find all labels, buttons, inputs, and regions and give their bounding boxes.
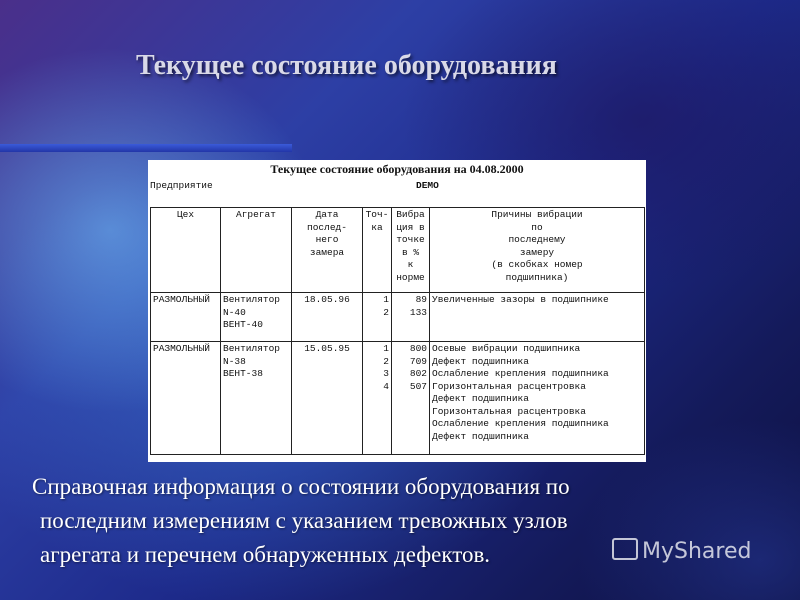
watermark-text: MyShared — [642, 539, 752, 564]
decorative-bar — [0, 144, 292, 152]
header-point: Точ- ка — [363, 208, 392, 293]
cell-dept: РАЗМОЛЬНЫЙ — [151, 293, 221, 342]
report-title: Текущее состояние оборудования на 04.08.2000 — [270, 162, 524, 176]
cell-points: 1 2 3 4 — [363, 342, 392, 455]
org-value: DEMO — [416, 180, 439, 191]
caption-line-2: последним измерениям с указанием тревожных узлов — [40, 508, 568, 533]
cell-dept: РАЗМОЛЬНЫЙ — [151, 342, 221, 455]
cell-date: 15.05.95 — [292, 342, 363, 455]
cell-date: 18.05.96 — [292, 293, 363, 342]
cell-causes: Увеличенные зазоры в подшипнике — [430, 293, 645, 342]
cell-vibration: 89 133 — [392, 293, 430, 342]
header-causes: Причины вибрации по последнему замеру (в скобках номер подшипника) — [430, 208, 645, 293]
table-row — [151, 293, 645, 342]
cell-unit: Вентилятор N-40 ВЕНТ-40 — [221, 293, 292, 342]
header-unit: Агрегат — [221, 208, 292, 293]
cell-unit: Вентилятор N-38 ВЕНТ-38 — [221, 342, 292, 455]
cell-vibration: 800 709 802 507 — [392, 342, 430, 455]
table-row — [151, 342, 645, 455]
header-vibration: Вибра ция в точке в % к норме — [392, 208, 430, 293]
myshared-logo-icon — [612, 538, 638, 560]
watermark — [612, 538, 751, 564]
caption-line-3: агрегата и перечнем обнаруженных дефектов. — [40, 542, 491, 567]
slide-title: Текущее состояние оборудования — [136, 50, 557, 81]
equipment-table — [150, 207, 645, 455]
table-header-row — [151, 208, 645, 293]
header-dept: Цех — [151, 208, 221, 293]
cell-points: 1 2 — [363, 293, 392, 342]
header-date: Дата послед- него замера — [292, 208, 363, 293]
caption-line-1: Справочная информация о состоянии оборудования по — [32, 474, 570, 499]
cell-causes: Осевые вибрации подшипника Дефект подшипника Ослабление крепления подшипника Горизонтальная расцентровка Дефект подшипника Горизонтальная расцентровка Ослабление крепления подшипника Дефект подшипника — [430, 342, 645, 455]
org-label: Предприятие — [150, 180, 213, 191]
equipment-report-image — [148, 160, 646, 462]
